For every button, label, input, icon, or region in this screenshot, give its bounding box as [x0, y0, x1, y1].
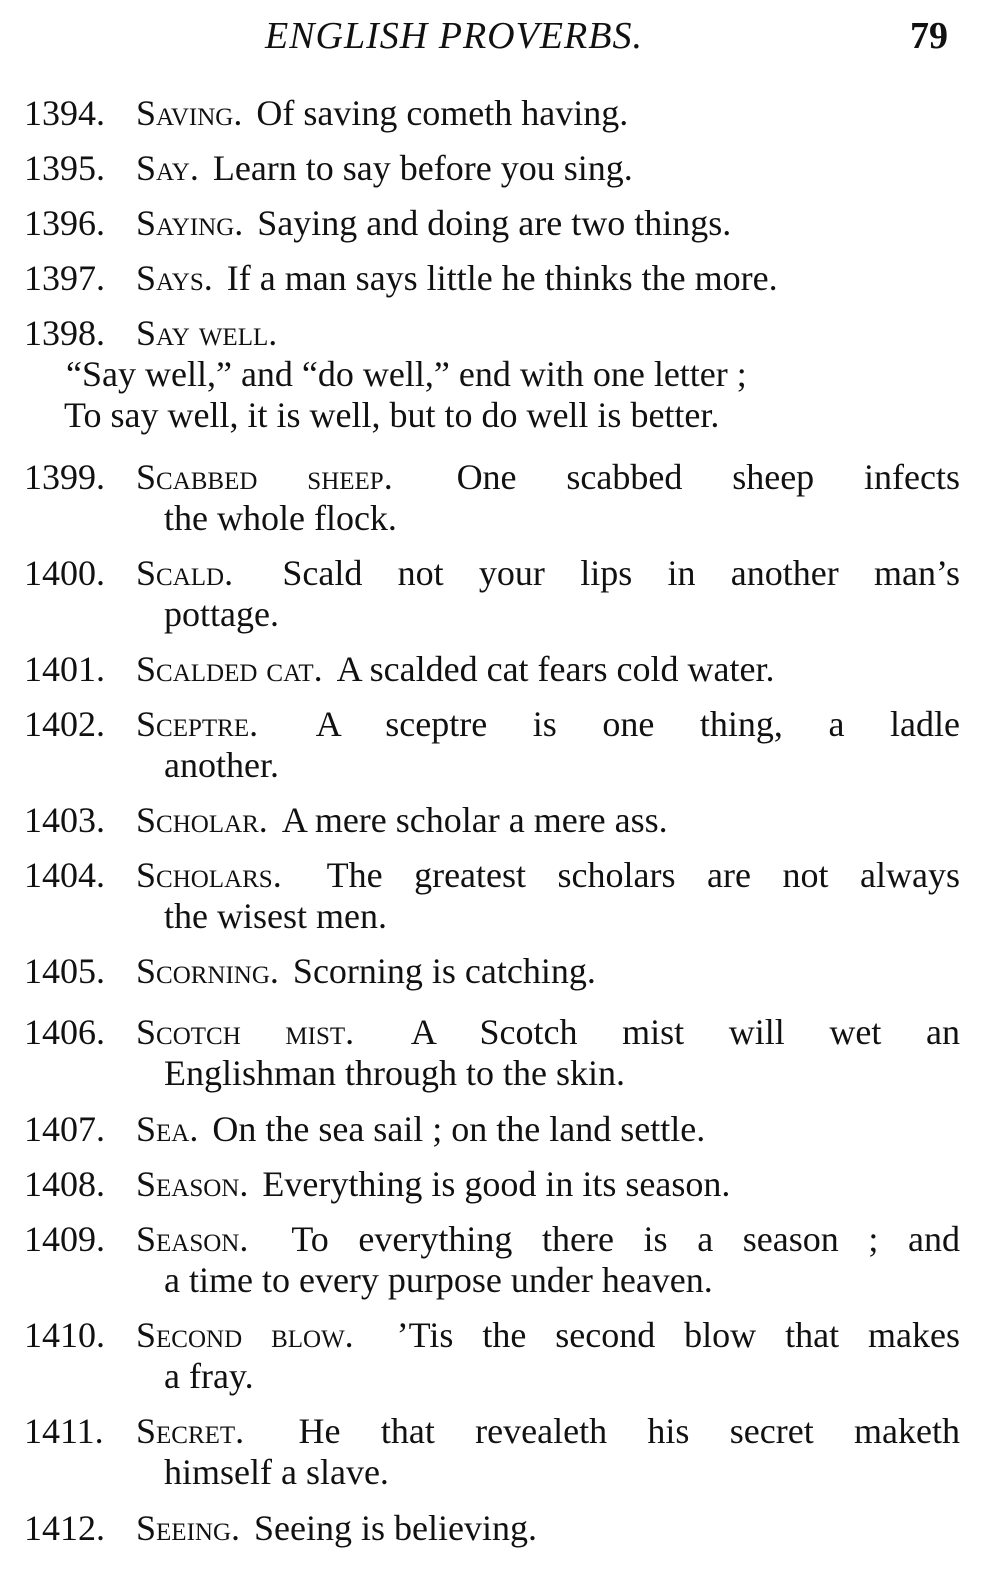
entry-number: 1394.	[24, 93, 105, 133]
entry-text: If a man says little he thinks the more.	[226, 258, 778, 298]
entry-number: 1407.	[24, 1109, 105, 1149]
entry-keyword: Season.	[136, 1164, 249, 1204]
entry-number: 1398.	[24, 313, 105, 353]
entry-keyword: Seeing.	[136, 1508, 240, 1548]
entry-keyword: Saying.	[136, 203, 244, 243]
entry-keyword: Scorning.	[136, 951, 279, 991]
entry-text: On the sea sail ; on the land settle.	[212, 1109, 706, 1149]
entry-continuation: a fray.	[164, 1356, 254, 1396]
entry-number: 1412.	[24, 1508, 105, 1548]
entry-keyword: Scotch mist.	[136, 1012, 355, 1052]
entry-keyword: Scabbed sheep.	[136, 457, 393, 497]
entry-number: 1408.	[24, 1164, 105, 1204]
entry-number: 1405.	[24, 951, 105, 991]
entry-text: A scalded cat fears cold water.	[336, 649, 775, 689]
entry-continuation: a time to every purpose under heaven.	[164, 1260, 713, 1300]
running-title: ENGLISH PROVERBS.	[265, 15, 643, 57]
entry-continuation: the wisest men.	[164, 896, 387, 936]
entry-text: A sceptre is one thing, a ladle	[315, 704, 960, 744]
entry-number: 1410.	[24, 1315, 105, 1355]
entry-number: 1396.	[24, 203, 105, 243]
verse-line: “Say well,” and “do well,” end with one letter ;	[66, 354, 747, 394]
entry-number: 1404.	[24, 855, 105, 895]
entry-keyword: Say well.	[136, 313, 278, 353]
verse-line: To say well, it is well, but to do well is better.	[64, 395, 720, 435]
entry-text: A Scotch mist will wet an	[410, 1012, 961, 1052]
entry-keyword: Scald.	[136, 553, 234, 593]
entry-text: To everything there is a season ; and	[291, 1219, 960, 1259]
entry-keyword: Scalded cat.	[136, 649, 323, 689]
entry-keyword: Secret.	[136, 1411, 245, 1451]
entry-keyword: Says.	[136, 258, 213, 298]
entry-number: 1411.	[24, 1411, 104, 1451]
entry-keyword: Sea.	[136, 1109, 199, 1149]
page-number: 79	[910, 15, 948, 57]
entry-number: 1403.	[24, 800, 105, 840]
entry-keyword: Season.	[136, 1219, 249, 1259]
entry-continuation: pottage.	[164, 594, 279, 634]
entry-continuation: himself a slave.	[164, 1452, 389, 1492]
entry-continuation: Englishman through to the skin.	[164, 1053, 625, 1093]
entry-continuation: another.	[164, 745, 279, 785]
entry-text: Everything is good in its season.	[262, 1164, 731, 1204]
entry-continuation: the whole flock.	[164, 498, 397, 538]
entry-number: 1397.	[24, 258, 105, 298]
entry-text: ’Tis the second blow that makes	[396, 1315, 961, 1355]
entry-number: 1399.	[24, 457, 105, 497]
entry-number: 1400.	[24, 553, 105, 593]
entry-text: Scorning is catching.	[292, 951, 596, 991]
entry-text: The greatest scholars are not always	[326, 855, 960, 895]
entry-keyword: Saving.	[136, 93, 243, 133]
entry-text: A mere scholar a mere ass.	[281, 800, 668, 840]
entry-number: 1409.	[24, 1219, 105, 1259]
entry-number: 1401.	[24, 649, 105, 689]
entry-text: Scald not your lips in another man’s	[282, 553, 961, 593]
entry-keyword: Scholars.	[136, 855, 282, 895]
entry-text: One scabbed sheep infects	[456, 457, 960, 497]
page-header	[0, 14, 1000, 64]
entry-text: Saying and doing are two things.	[257, 203, 732, 243]
entry-keyword: Sceptre.	[136, 704, 259, 744]
entry-number: 1395.	[24, 148, 105, 188]
entry-text: Of saving cometh having.	[256, 93, 629, 133]
entry-text: He that revealeth his secret maketh	[298, 1411, 960, 1451]
entry-text: Seeing is believing.	[254, 1508, 537, 1548]
entry-number: 1406.	[24, 1012, 105, 1052]
entry-text: Learn to say before you sing.	[212, 148, 633, 188]
entry-keyword: Second blow.	[136, 1315, 354, 1355]
entry-number: 1402.	[24, 704, 105, 744]
entry-keyword: Scholar.	[136, 800, 268, 840]
entry-keyword: Say.	[136, 148, 199, 188]
